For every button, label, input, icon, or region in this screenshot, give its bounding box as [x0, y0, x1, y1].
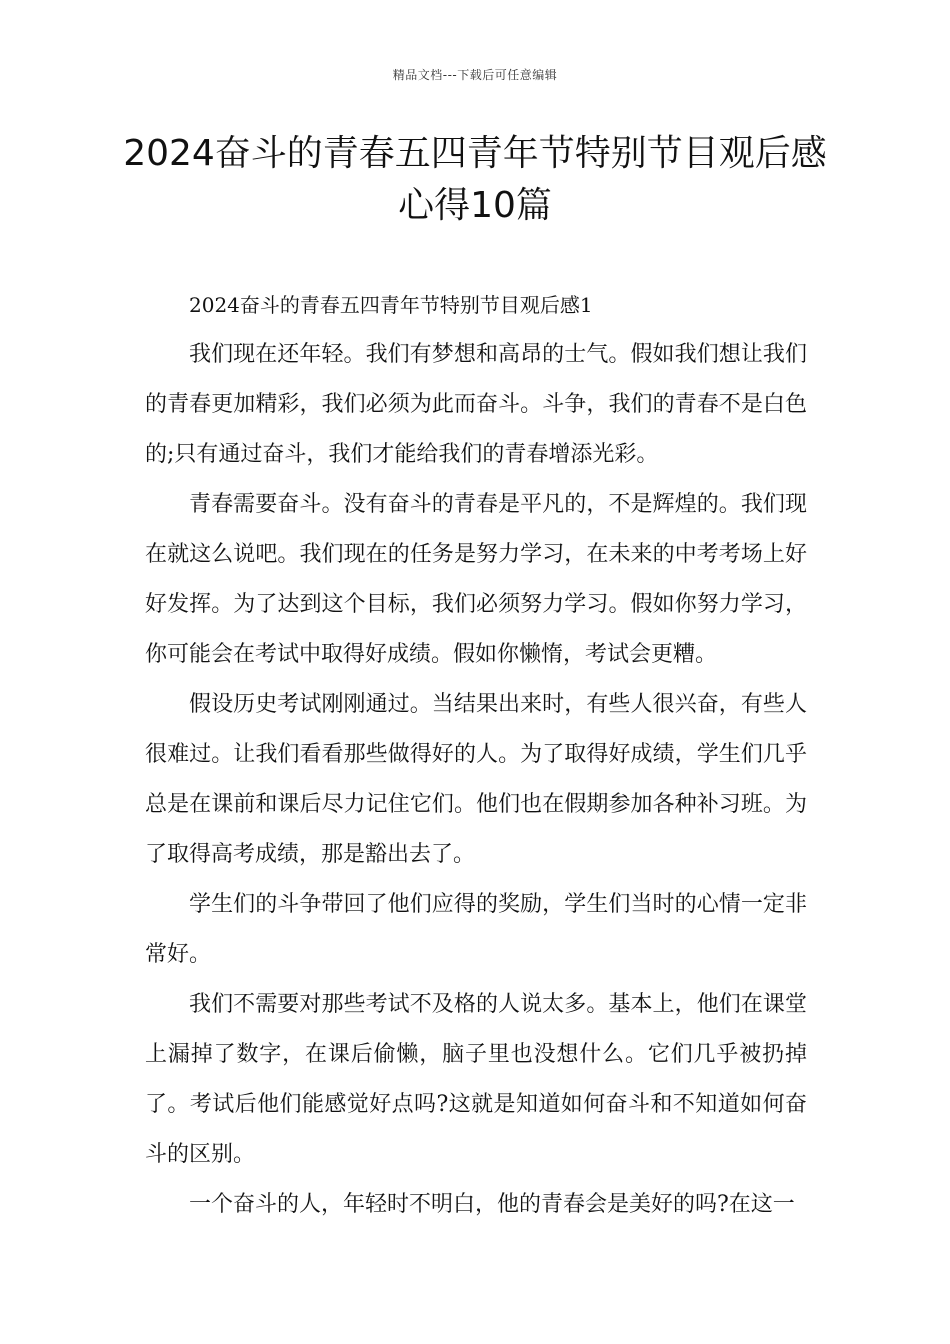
section-heading: 2024奋斗的青春五四青年节特别节目观后感1 [189, 293, 593, 317]
body-paragraph: 一个奋斗的人，年轻时不明白，他的青春会是美好的吗?在这一 [189, 1192, 795, 1217]
document-body [145, 280, 807, 1230]
body-paragraph: 假设历史考试刚刚通过。当结果出来时，有些人很兴奋，有些人很难过。让我们看看那些做得好的人。为了取得好成绩，学生们几乎总是在课前和课后尽力记住它们。他们也在假期参加各种补习班。为了取得高考成绩，那是豁出去了。 [145, 692, 807, 867]
header-note: 精品文档---下载后可任意编辑 [392, 68, 558, 82]
body-paragraph: 我们现在还年轻。我们有梦想和高昂的士气。假如我们想让我们的青春更加精彩，我们必须为此而奋斗。斗争，我们的青春不是白色的;只有通过奋斗，我们才能给我们的青春增添光彩。 [145, 342, 807, 467]
body-paragraph: 青春需要奋斗。没有奋斗的青春是平凡的，不是辉煌的。我们现在就这么说吧。我们现在的任务是努力学习，在未来的中考考场上好好发挥。为了达到这个目标，我们必须努力学习。假如你努力学习，你可能会在考试中取得好成绩。假如你懒惰，考试会更糟。 [145, 492, 807, 667]
body-paragraph: 学生们的斗争带回了他们应得的奖励，学生们当时的心情一定非常好。 [145, 892, 807, 967]
document-title: 2024奋斗的青春五四青年节特别节目观后感心得10篇 [123, 133, 827, 226]
body-paragraph: 我们不需要对那些考试不及格的人说太多。基本上，他们在课堂上漏掉了数字，在课后偷懒，脑子里也没想什么。它们几乎被扔掉了。考试后他们能感觉好点吗?这就是知道如何奋斗和不知道如何奋斗的区别。 [145, 992, 807, 1167]
